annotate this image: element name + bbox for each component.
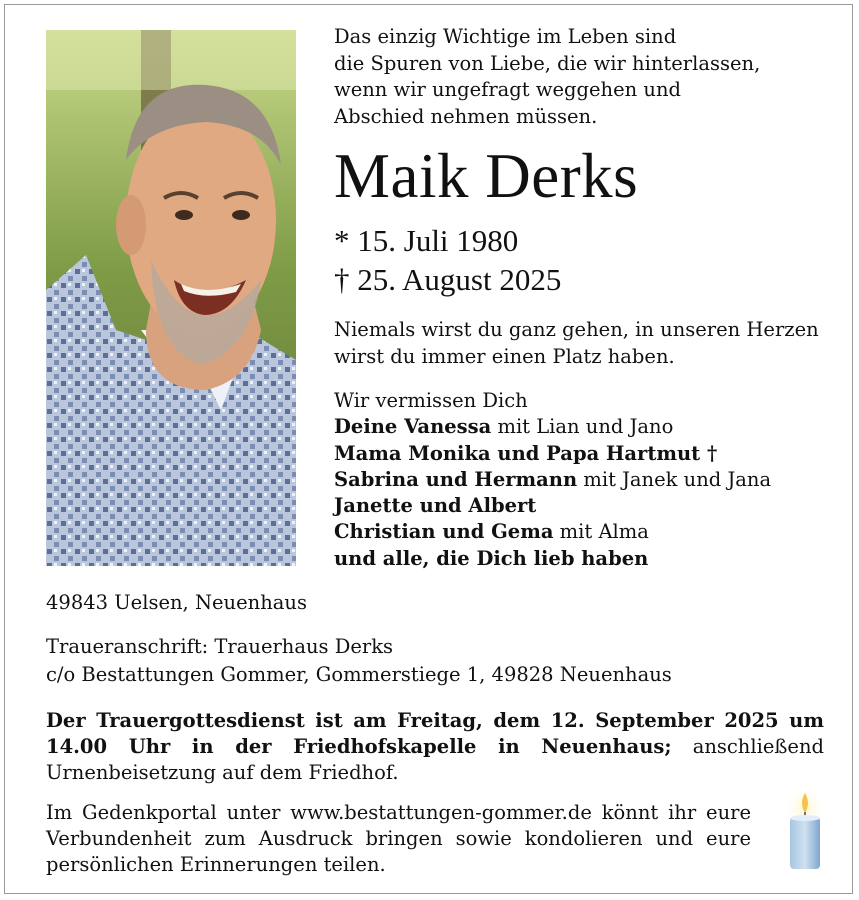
address-line: c/o Bestattungen Gommer, Gommerstiege 1, 49828 Neuenhaus <box>46 663 672 686</box>
mourner-line: und alle, die Dich lieb haben <box>334 546 649 570</box>
quote-line: Niemals wirst du ganz gehen, in unseren Herzen <box>334 318 819 341</box>
quote <box>334 317 819 370</box>
mourner-line: Christian und Gema mit Alma <box>334 520 649 544</box>
verse <box>334 24 760 130</box>
birth-date: * 15. Juli 1980 <box>334 223 519 258</box>
memorial-portal-note: Im Gedenkportal unter www.bestattungen-gommer.de könnt ihr eure Verbundenheit zum Ausdruck bringen sowie kondolieren und eure persönlichen Erinnerungen teilen. <box>46 801 751 876</box>
candle-icon <box>775 783 835 875</box>
address-line: Traueranschrift: Trauerhaus Derks <box>46 635 394 658</box>
verse-line: Das einzig Wichtige im Leben sind <box>334 25 677 48</box>
death-date: † 25. August 2025 <box>334 262 562 297</box>
mourner-line: Sabrina und Hermann mit Janek und Jana <box>334 467 772 491</box>
mourner-line: Janette und Albert <box>334 494 537 518</box>
service-bold: Der Trauergottesdienst ist am Freitag, dem 12. September 2025 um 14.00 Uhr in der Friedhofskapelle in Neuenhaus; <box>46 709 824 758</box>
verse-line: Abschied nehmen müssen. <box>334 104 598 128</box>
mourners-intro: Wir vermissen Dich <box>334 389 528 412</box>
service-rest: anschließend Urnenbeisetzung auf dem Friedhof. <box>46 735 824 784</box>
deceased-name: Maik Derks <box>334 141 639 211</box>
place-line: 49843 Uelsen, Neuenhaus <box>46 591 307 614</box>
mourning-address <box>46 633 672 689</box>
mourner-line: Deine Vanessa mit Lian und Jano <box>334 415 674 439</box>
verse-line: die Spuren von Liebe, die wir hinterlassen, <box>334 51 761 75</box>
obituary-card <box>4 4 853 894</box>
mourners-list <box>334 388 771 572</box>
mourner-line: Mama Monika und Papa Hartmut † <box>334 441 718 465</box>
quote-line: wirst du immer einen Platz haben. <box>334 344 675 368</box>
service-notice <box>46 708 824 786</box>
verse-line: wenn wir ungefragt weggehen und <box>334 78 682 101</box>
portrait-photo <box>46 30 296 566</box>
